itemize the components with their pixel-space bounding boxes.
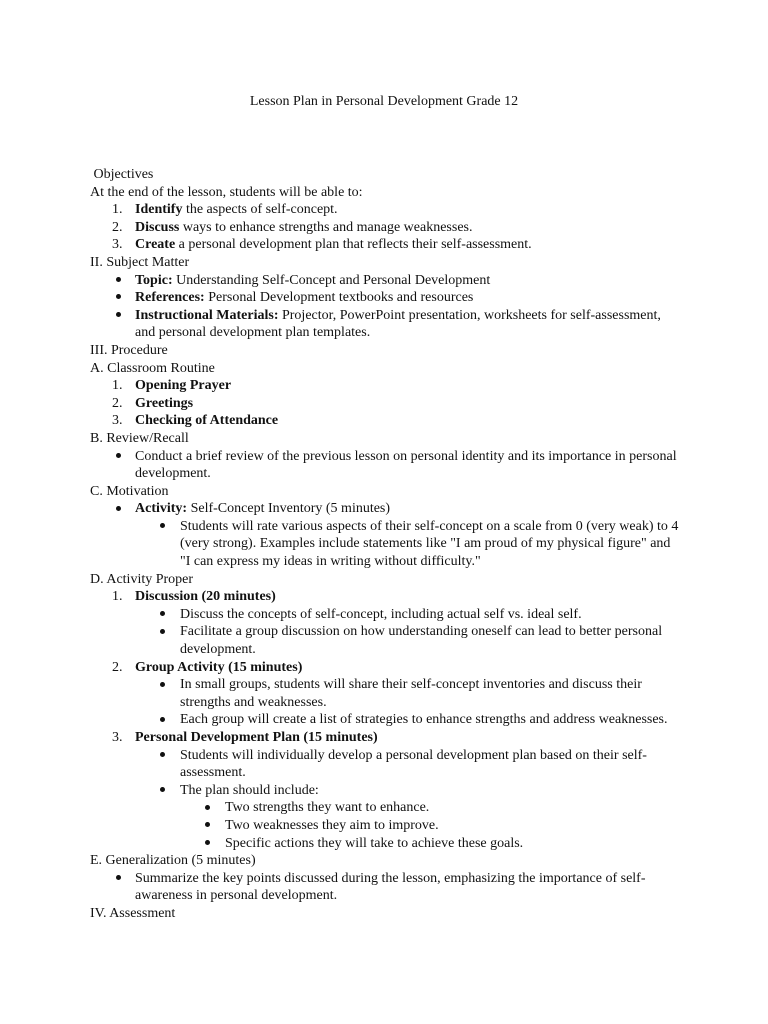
review-heading: B. Review/Recall (90, 430, 189, 446)
item-text-continued: and personal development plan templates. (135, 325, 371, 341)
activity-proper-heading: D. Activity Proper (90, 571, 194, 587)
document-title: Lesson Plan in Personal Development Grade 12 (249, 94, 519, 109)
generalization-item (90, 870, 690, 905)
list-number: 2. (112, 219, 123, 235)
generalization-line1: Summarize the key points discussed during the lesson, emphasizing the importance of self- (135, 870, 646, 886)
group-activity-title: Group Activity (15 minutes) (135, 659, 303, 675)
bullet-icon (160, 606, 165, 624)
detail-line3: "I can express my ideas in writing without difficulty." (180, 554, 481, 570)
bullet-icon (205, 817, 210, 835)
plan-title: Personal Development Plan (15 minutes) (135, 730, 378, 745)
group-activity-item (90, 659, 690, 677)
routine-text: Greetings (135, 395, 194, 411)
list-item (90, 835, 690, 853)
bullet-icon (205, 835, 210, 853)
assessment-heading: IV. Assessment (90, 905, 176, 921)
objective-text: ways to enhance strengths and manage weaknesses. (179, 219, 473, 235)
bullet-icon (160, 623, 165, 641)
bullet-icon (160, 782, 165, 800)
procedure-heading: III. Procedure (90, 342, 168, 358)
detail-line2: (very strong). Examples include statements like "I am proud of my physical figure" and (180, 536, 671, 552)
review-item (90, 448, 690, 483)
list-item (90, 676, 690, 711)
routine-item (90, 395, 690, 413)
objective-item (90, 219, 690, 237)
generalization-heading: E. Generalization (5 minutes) (90, 853, 256, 869)
discussion-item (90, 588, 690, 606)
objective-item (90, 236, 690, 254)
bullet-icon (160, 518, 165, 536)
list-item-text: Students will individually develop a personal development plan based on their self- (180, 747, 647, 763)
objective-verb: Create (135, 237, 176, 253)
list-number: 2. (112, 659, 123, 675)
plan-item (90, 729, 690, 747)
list-number: 3. (112, 730, 123, 745)
list-number: 2. (112, 395, 123, 411)
classroom-routine-heading: A. Classroom Routine (90, 360, 215, 376)
bullet-icon (160, 747, 165, 765)
list-item-text: Specific actions they will take to achieve these goals. (225, 835, 524, 851)
generalization-line2: awareness in personal development. (135, 888, 338, 904)
routine-text: Opening Prayer (135, 378, 232, 394)
list-item-text: In small groups, students will share their self-concept inventories and discuss their (180, 677, 642, 693)
item-label: Topic: (135, 272, 173, 288)
list-item-text: Two strengths they want to enhance. (225, 800, 430, 816)
bullet-icon (116, 289, 121, 307)
item-text: Understanding Self-Concept and Personal Development (172, 272, 491, 288)
objectives-intro: At the end of the lesson, students will be able to: (90, 184, 363, 200)
list-item (90, 606, 690, 624)
list-number: 1. (112, 202, 123, 218)
motivation-activity (90, 500, 690, 518)
list-item-text: Each group will create a list of strategies to enhance strengths and address weaknesses. (180, 712, 668, 728)
routine-item (90, 412, 690, 430)
detail-line1: Students will rate various aspects of their self-concept on a scale from 0 (very weak) to 4 (180, 518, 679, 534)
routine-item (90, 377, 690, 395)
list-item (90, 817, 690, 835)
bullet-icon (116, 870, 121, 888)
list-item (90, 782, 690, 800)
list-item-text: strengths and weaknesses. (180, 694, 327, 710)
activity-text: Self-Concept Inventory (5 minutes) (187, 501, 391, 517)
item-text: Personal Development textbooks and resources (204, 290, 474, 306)
subject-matter-item (90, 289, 690, 307)
list-item-text: Two weaknesses they aim to improve. (225, 817, 439, 833)
subject-matter-item (90, 272, 690, 290)
item-text: Projector, PowerPoint presentation, worksheets for self-assessment, (278, 307, 661, 323)
routine-text: Checking of Attendance (135, 413, 279, 429)
objective-text: the aspects of self-concept. (182, 202, 338, 218)
item-label: References: (135, 290, 205, 306)
list-number: 1. (112, 589, 123, 605)
objective-text: a personal development plan that reflects their self-assessment. (175, 237, 532, 253)
bullet-icon (160, 711, 165, 729)
review-text-line2: development. (135, 466, 211, 482)
list-item-text: Discuss the concepts of self-concept, including actual self vs. ideal self. (180, 606, 582, 622)
bullet-icon (205, 799, 210, 817)
document-body (90, 166, 690, 923)
list-item (90, 747, 690, 782)
list-item (90, 799, 690, 817)
list-item (90, 623, 690, 658)
activity-label: Activity: (135, 501, 188, 517)
bullet-icon (116, 448, 121, 466)
discussion-title: Discussion (20 minutes) (135, 589, 276, 605)
review-text-line1: Conduct a brief review of the previous lesson on personal identity and its importance in personal (135, 448, 677, 464)
list-item (90, 711, 690, 729)
subject-matter-heading: II. Subject Matter (90, 254, 190, 270)
bullet-icon (160, 676, 165, 694)
bullet-icon (116, 500, 121, 518)
list-item-text: Facilitate a group discussion on how understanding oneself can lead to better personal (180, 624, 663, 640)
list-item-text: The plan should include: (180, 782, 319, 798)
list-number: 1. (112, 378, 123, 394)
objectives-heading: Objectives (90, 167, 154, 182)
list-number: 3. (112, 237, 123, 253)
motivation-heading: C. Motivation (90, 483, 169, 499)
motivation-detail (90, 518, 690, 571)
list-number: 3. (112, 413, 123, 429)
objective-verb: Discuss (135, 219, 180, 235)
subject-matter-item (90, 307, 690, 342)
list-item-text: assessment. (180, 765, 246, 781)
list-item-text: development. (180, 642, 256, 658)
bullet-icon (116, 307, 121, 325)
bullet-icon (116, 272, 121, 290)
objective-item (90, 201, 690, 219)
objective-verb: Identify (135, 202, 183, 218)
item-label: Instructional Materials: (135, 307, 279, 323)
